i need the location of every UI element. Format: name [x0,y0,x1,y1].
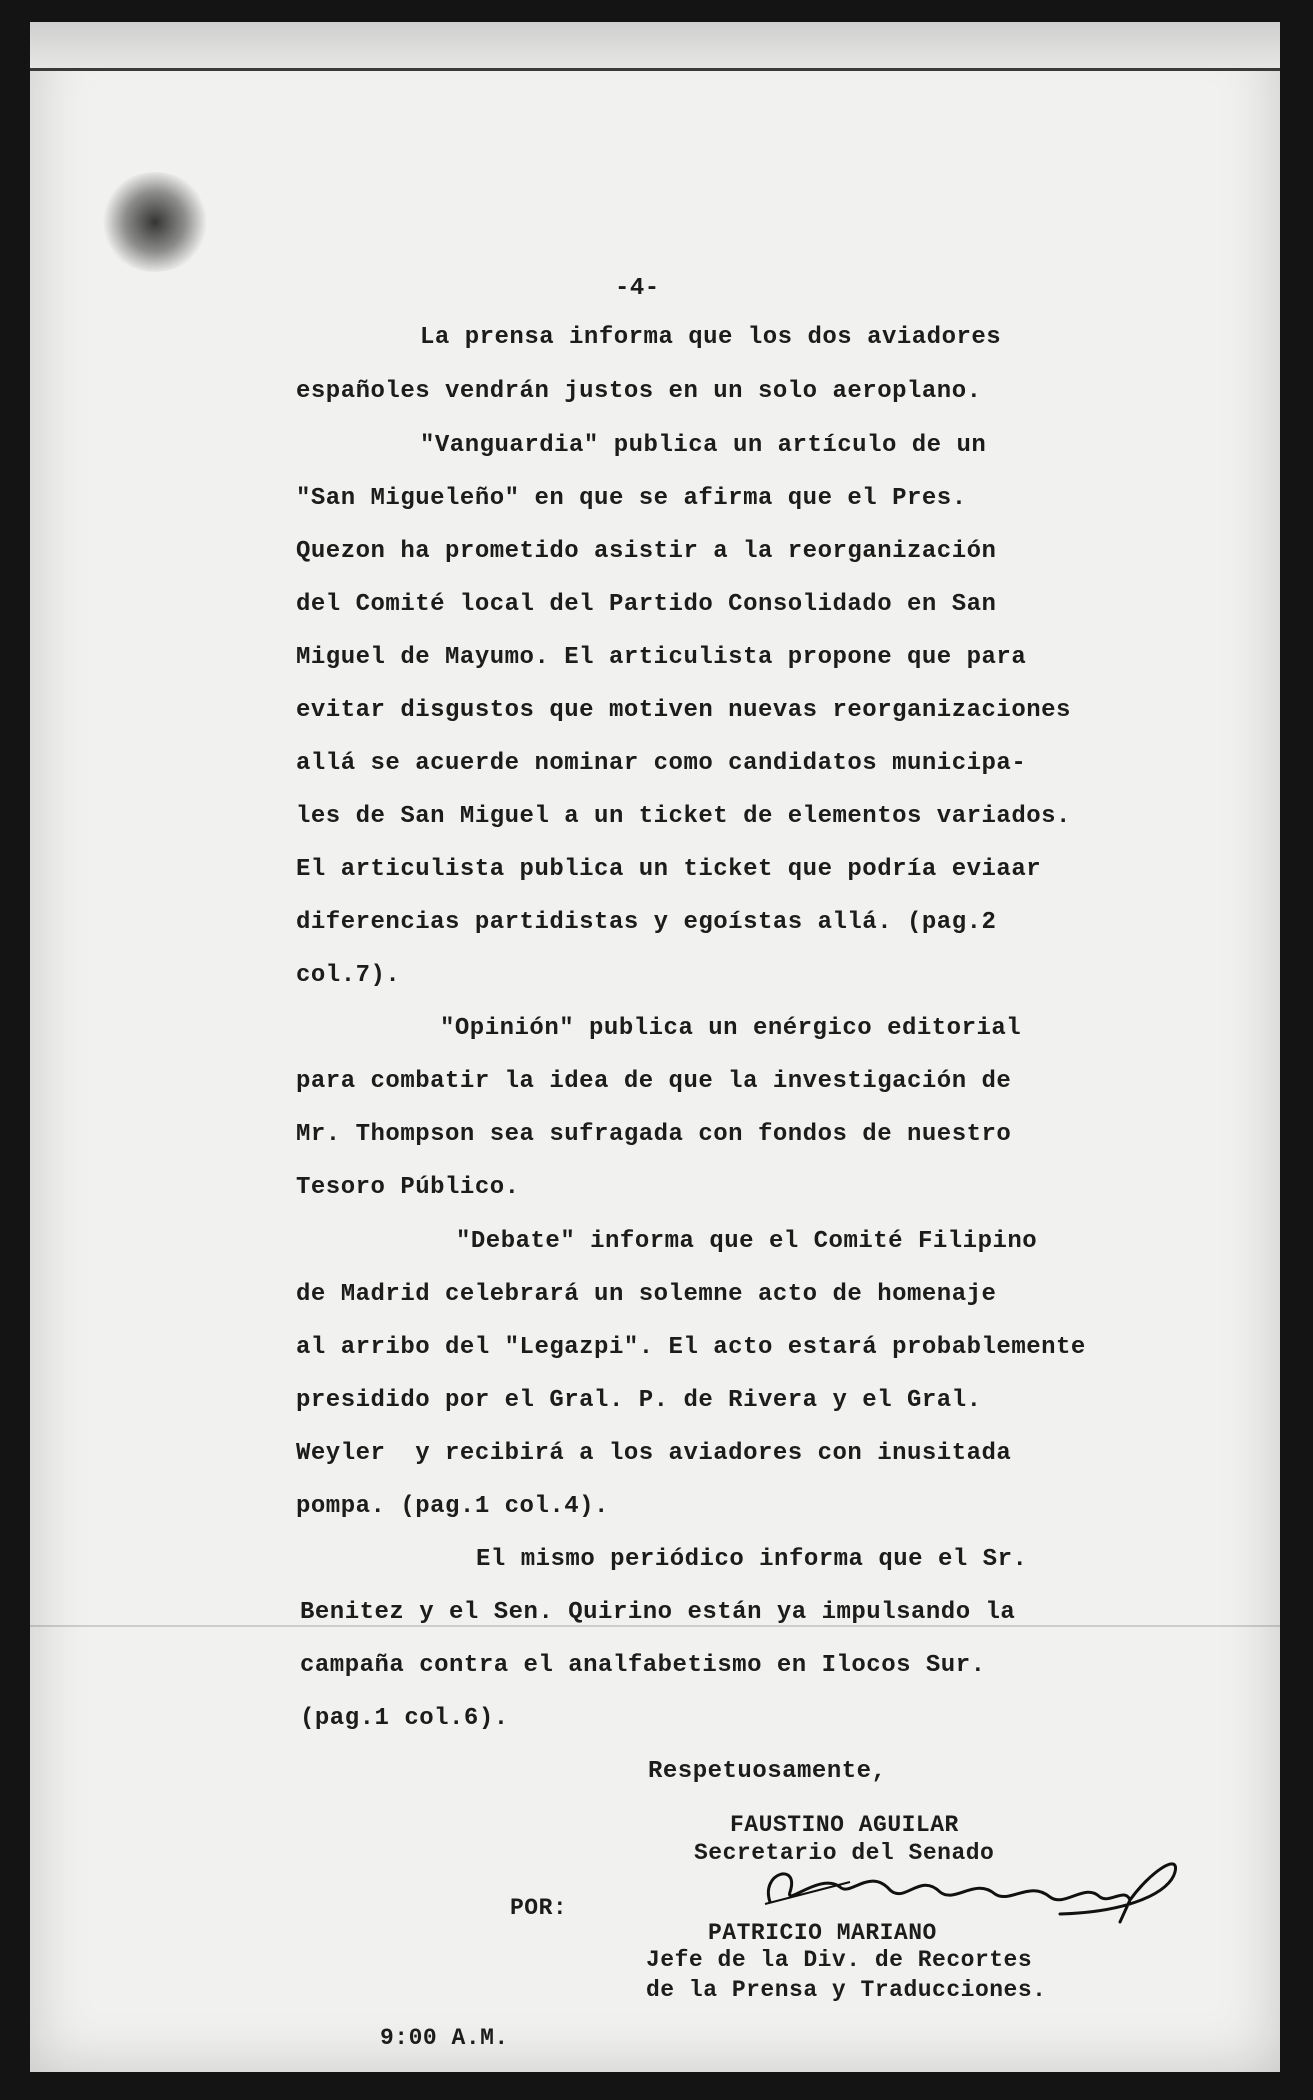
paragraph-1-line-2: españoles vendrán justos en un solo aeroplano. [296,378,982,405]
paragraph-2-line-7: allá se acuerde nominar como candidatos municipa- [296,750,1027,777]
paragraph-5-line-1: El mismo periódico informa que el Sr. [476,1546,1028,1573]
paragraph-2-line-3: Quezon ha prometido asistir a la reorganización [296,538,997,565]
paragraph-2-line-2: "San Migueleño" en que se afirma que el Pres. [296,485,967,512]
paragraph-2-line-6: evitar disgustos que motiven nuevas reorganizaciones [296,697,1071,724]
handwritten-signature [730,1842,1200,1932]
agent-name: PATRICIO MARIANO [708,1920,937,1946]
paragraph-3-line-2: para combatir la idea de que la investigación de [296,1068,1012,1095]
paragraph-4-line-2: de Madrid celebrará un solemne acto de homenaje [296,1281,997,1308]
signatory-name: FAUSTINO AGUILAR [730,1812,959,1838]
paragraph-3-line-1: "Opinión" publica un enérgico editorial [440,1015,1022,1042]
paragraph-4-line-6: pompa. (pag.1 col.4). [296,1493,609,1520]
ink-stain [100,172,210,272]
paragraph-2-line-4: del Comité local del Partido Consolidado en San [296,591,997,618]
paragraph-2-line-1: "Vanguardia" publica un artículo de un [420,432,987,459]
paragraph-2-line-9: El articulista publica un ticket que podría eviaar [296,856,1042,883]
paragraph-2-line-8: les de San Miguel a un ticket de elementos variados. [296,803,1071,830]
paragraph-5-line-2: Benitez y el Sen. Quirino están ya impulsando la [300,1599,1016,1626]
page-number: -4- [615,275,660,302]
time-stamp: 9:00 A.M. [380,2025,509,2051]
paragraph-2-line-10: diferencias partidistas y egoístas allá. (pag.2 [296,909,997,936]
agent-title-line-2: de la Prensa y Traducciones. [646,1977,1047,2003]
paragraph-1-line-1: La prensa informa que los dos aviadores [420,324,1002,351]
paragraph-3-line-4: Tesoro Público. [296,1174,520,1201]
paragraph-3-line-3: Mr. Thompson sea sufragada con fondos de nuestro [296,1121,1012,1148]
paragraph-5-line-4: (pag.1 col.6). [300,1705,509,1732]
closing-salutation: Respetuosamente, [648,1758,887,1785]
paragraph-4-line-5: Weyler y recibirá a los aviadores con inusitada [296,1440,1012,1467]
agent-title-line-1: Jefe de la Div. de Recortes [646,1947,1033,1973]
paragraph-4-line-4: presidido por el Gral. P. de Rivera y el Gral. [296,1387,982,1414]
binder-clip-band [30,22,1280,71]
paragraph-2-line-11: col.7). [296,962,401,989]
por-label: POR: [510,1895,568,1921]
document-page [30,22,1280,2072]
signatory-title: Secretario del Senado [694,1840,995,1866]
paragraph-4-line-1: "Debate" informa que el Comité Filipino [456,1228,1038,1255]
paragraph-2-line-5: Miguel de Mayumo. El articulista propone que para [296,644,1027,671]
paragraph-4-line-3: al arribo del "Legazpi". El acto estará probablemente [296,1334,1086,1361]
paragraph-5-line-3: campaña contra el analfabetismo en Ilocos Sur. [300,1652,986,1679]
